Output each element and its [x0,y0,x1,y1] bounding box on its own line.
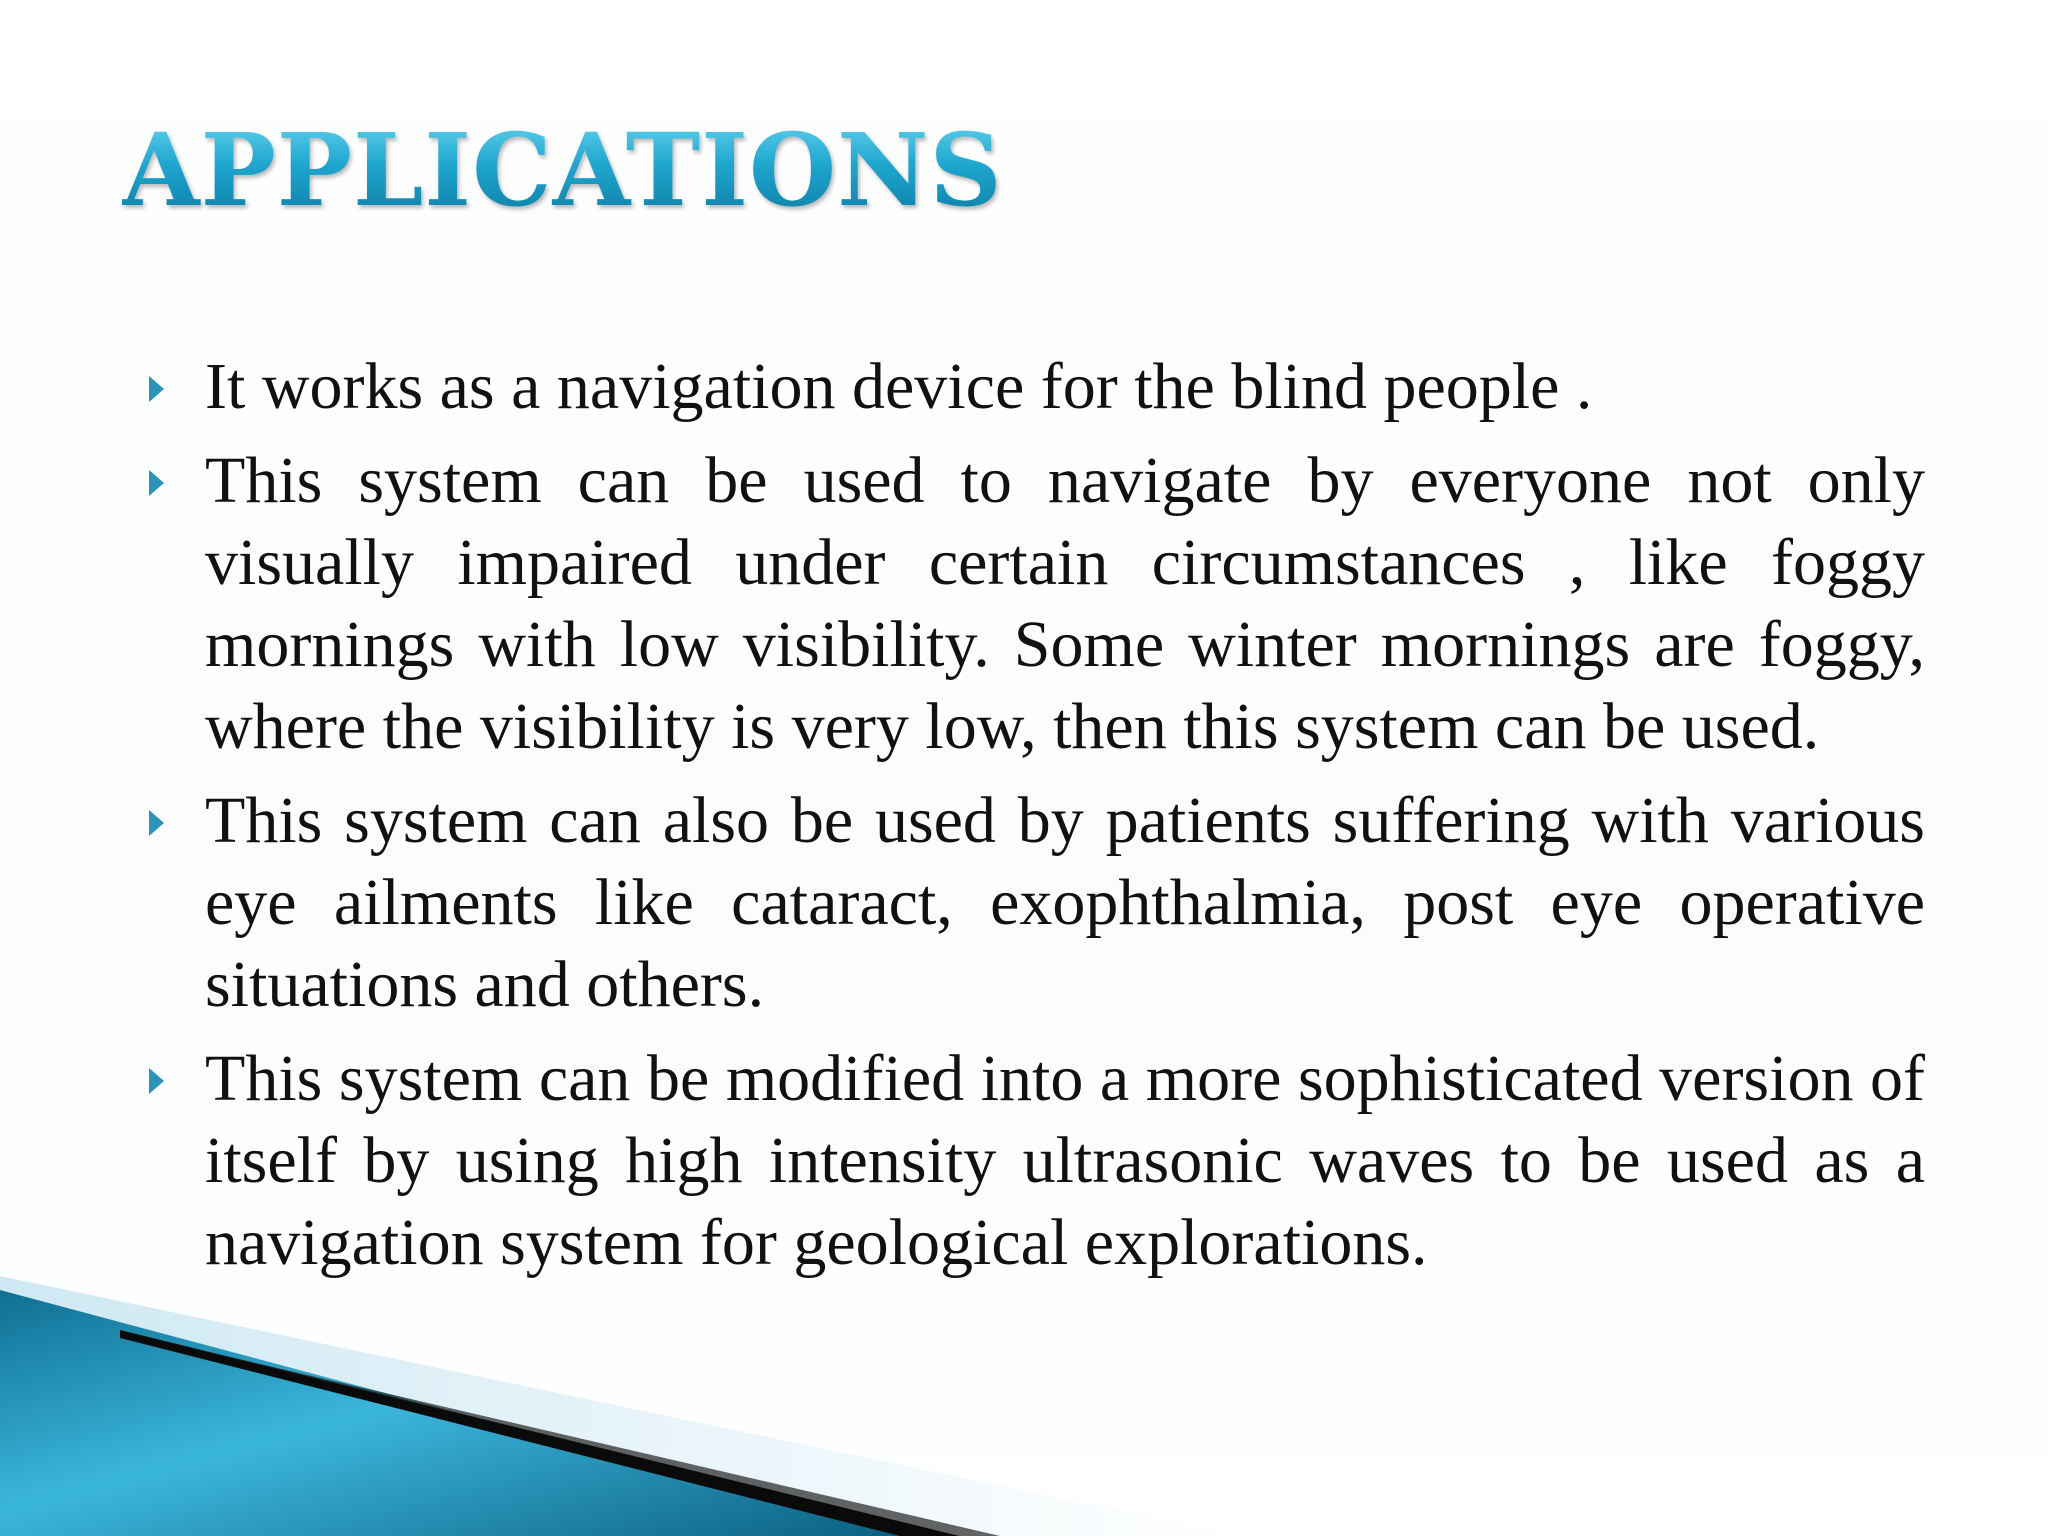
bullet-text: This system can be modified into a more sophisticated version of itself by using high intensity ultrasonic waves to be used as a navigation system for geological explorations. [205,1042,1925,1279]
triangle-bullet-icon [149,376,164,402]
slide-title: APPLICATIONS [122,111,1003,229]
bullet-item [205,346,1925,428]
triangle-bullet-icon [149,810,164,836]
bullet-item [205,440,1925,768]
bullet-list [205,346,1925,1296]
bullet-text: It works as a navigation device for the blind people . [205,350,1593,423]
triangle-bullet-icon [149,1068,164,1094]
bullet-text: This system can be used to navigate by everyone not only visually impaired under certain circumstances , like foggy mornings with low visibility. Some winter mornings are foggy, where the visibility is very low, then this system can be used. [205,444,1925,763]
bullet-item [205,1038,1925,1284]
bullet-text: This system can also be used by patients suffering with various eye ailments like cataract, exophthalmia, post eye operative situations and others. [205,784,1925,1021]
triangle-bullet-icon [149,470,164,496]
bullet-item [205,780,1925,1026]
decorative-corner-swoosh [0,1266,1240,1536]
